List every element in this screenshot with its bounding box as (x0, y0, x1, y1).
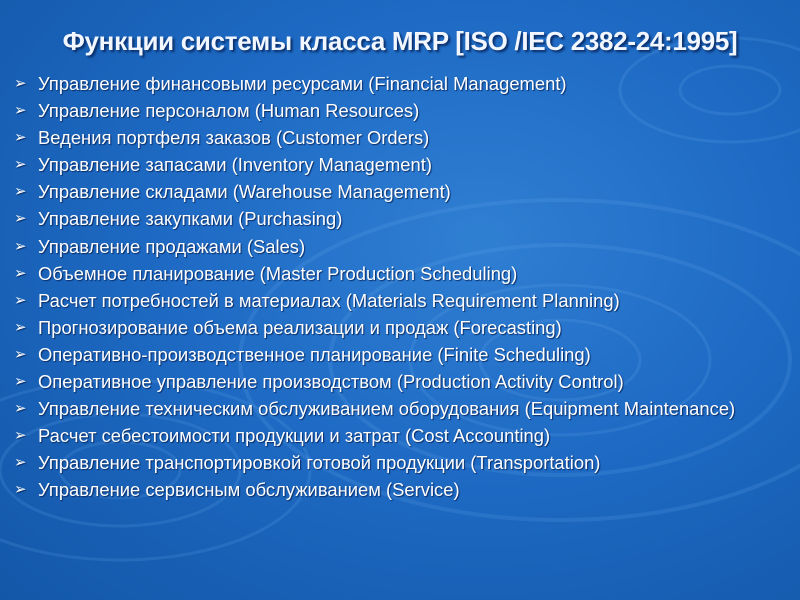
arrowhead-bullet-icon: ➢ (14, 345, 27, 363)
list-item-text: Оперативно-производственное планирование (Finite Scheduling) (38, 343, 591, 365)
list-item-text: Расчет себестоимости продукции и затрат (Cost Accounting) (38, 425, 551, 447)
list-item (14, 479, 784, 500)
slide-title: Функции системы класса MRP [ISO /IEC 2382-24:1995] (62, 26, 738, 56)
list-item (14, 236, 784, 257)
arrowhead-bullet-icon: ➢ (14, 481, 27, 499)
list-item (14, 100, 784, 121)
list-item (14, 344, 784, 365)
list-item-text: Управление транспортировкой готовой продукции (Transportation) (38, 452, 601, 474)
arrowhead-bullet-icon: ➢ (14, 156, 27, 174)
list-item-text: Прогнозирование объема реализации и продаж (Forecasting) (38, 316, 562, 338)
arrowhead-bullet-icon: ➢ (14, 183, 27, 201)
list-item (14, 154, 784, 175)
arrowhead-bullet-icon: ➢ (14, 237, 27, 255)
list-item-text: Управление персоналом (Human Resources) (38, 100, 420, 122)
arrowhead-bullet-icon: ➢ (14, 291, 27, 309)
list-item (14, 452, 784, 473)
list-item-text: Ведения портфеля заказов (Customer Orders) (38, 127, 430, 149)
list-item (14, 263, 784, 284)
arrowhead-bullet-icon: ➢ (14, 75, 27, 92)
arrowhead-bullet-icon: ➢ (14, 427, 27, 445)
list-item-text: Управление закупками (Purchasing) (38, 208, 343, 230)
list-item-text: Управление складами (Warehouse Management) (38, 181, 451, 203)
arrowhead-bullet-icon: ➢ (14, 454, 27, 472)
function-list (14, 73, 784, 507)
arrowhead-bullet-icon: ➢ (14, 400, 27, 418)
list-item (14, 208, 784, 229)
list-item (14, 371, 784, 392)
list-item-text: Управление финансовыми ресурсами (Financial Management) (38, 73, 567, 94)
arrowhead-bullet-icon: ➢ (14, 129, 27, 147)
list-item-text: Управление запасами (Inventory Management) (38, 154, 432, 176)
list-item (14, 181, 784, 202)
list-item (14, 290, 784, 311)
arrowhead-bullet-icon: ➢ (14, 373, 27, 391)
list-item-text: Оперативное управление производством (Production Activity Control) (38, 371, 624, 393)
list-item (14, 317, 784, 338)
arrowhead-bullet-icon: ➢ (14, 318, 27, 336)
list-item (14, 73, 784, 94)
arrowhead-bullet-icon: ➢ (14, 210, 27, 228)
list-item-text: Управление техническим обслуживанием оборудования (Equipment Maintenance) (38, 398, 736, 420)
arrowhead-bullet-icon: ➢ (14, 264, 27, 282)
list-item-text: Объемное планирование (Master Production Scheduling) (38, 262, 518, 284)
list-item-text: Управление продажами (Sales) (38, 235, 306, 257)
list-item (14, 425, 784, 446)
list-item (14, 398, 784, 419)
arrowhead-bullet-icon: ➢ (14, 102, 27, 120)
list-item-text: Расчет потребностей в материалах (Materials Requirement Planning) (38, 289, 620, 311)
list-item (14, 127, 784, 148)
list-item-text: Управление сервисным обслуживанием (Service) (38, 479, 460, 501)
